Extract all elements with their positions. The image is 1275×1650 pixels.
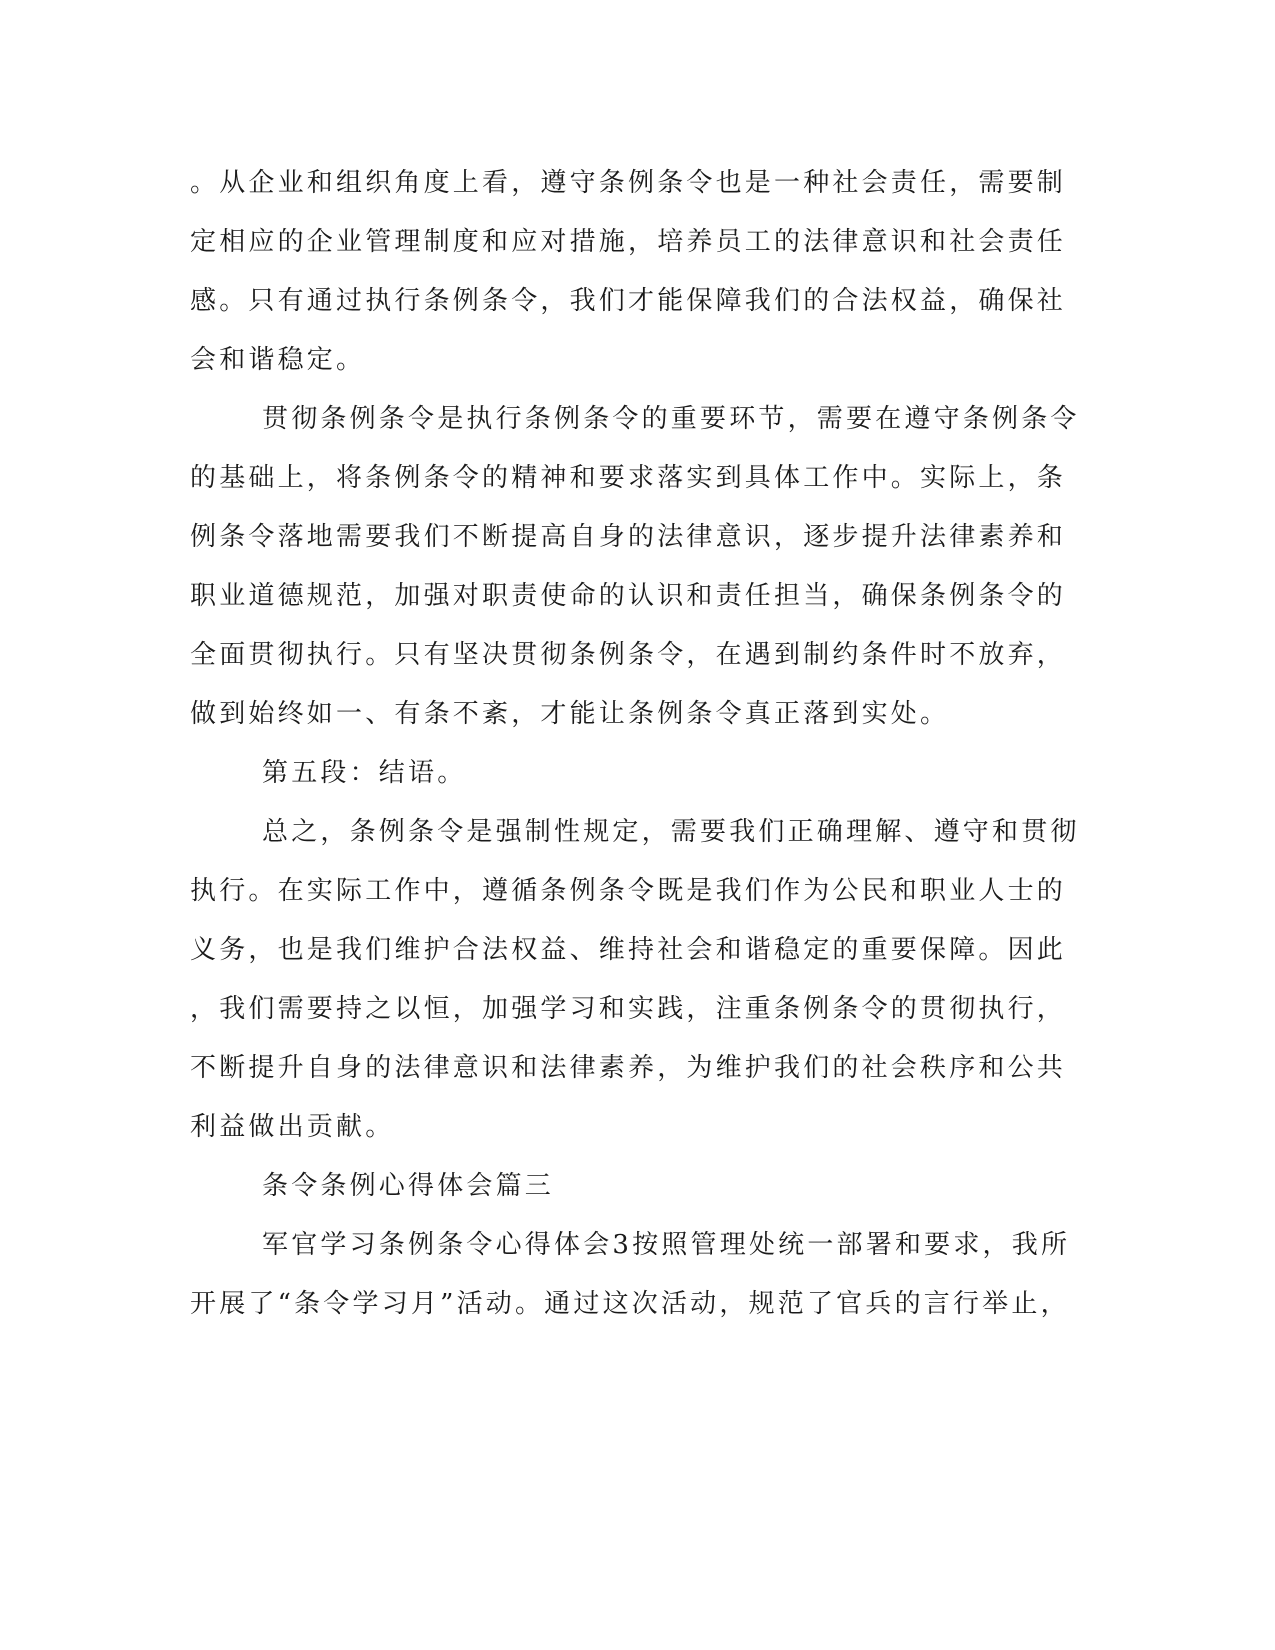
text-line: 职业道德规范，加强对职责使命的认识和责任担当，确保条例条令的 — [190, 581, 1067, 611]
text-line: ，我们需要持之以恒，加强学习和实践，注重条例条令的贯彻执行， — [190, 994, 1067, 1024]
paragraph-first-line: 贯彻条例条令是执行条例条令的重要环节，需要在遵守条例条令 — [262, 404, 1080, 434]
text-line: 做到始终如一、有条不紊，才能让条例条令真正落到实处。 — [190, 699, 950, 729]
text-line: 义务，也是我们维护合法权益、维持社会和谐稳定的重要保障。因此 — [190, 935, 1067, 965]
paragraph-first-line: 军官学习条例条令心得体会3按照管理处统一部署和要求，我所 — [262, 1230, 1071, 1260]
article-title: 条令条例心得体会篇三 — [262, 1171, 555, 1201]
text-line: 。从企业和组织角度上看，遵守条例条令也是一种社会责任，需要制 — [190, 168, 1067, 198]
text-line: 感。只有通过执行条例条令，我们才能保障我们的合法权益，确保社 — [190, 286, 1067, 316]
text-line: 执行。在实际工作中，遵循条例条令既是我们作为公民和职业人士的 — [190, 876, 1067, 906]
text-line: 开展了“条令学习月”活动。通过这次活动，规范了官兵的言行举止， — [190, 1289, 1070, 1319]
text-line: 全面贯彻执行。只有坚决贯彻条例条令，在遇到制约条件时不放弃， — [190, 640, 1067, 670]
section-heading: 第五段：结语。 — [262, 758, 467, 788]
text-line: 定相应的企业管理制度和应对措施，培养员工的法律意识和社会责任 — [190, 227, 1067, 257]
paragraph-first-line: 总之，条例条令是强制性规定，需要我们正确理解、遵守和贯彻 — [262, 817, 1080, 847]
text-line: 的基础上，将条例条令的精神和要求落实到具体工作中。实际上，条 — [190, 463, 1067, 493]
text-line: 会和谐稳定。 — [190, 345, 366, 375]
text-line: 利益做出贡献。 — [190, 1112, 395, 1142]
text-line: 不断提升自身的法律意识和法律素养，为维护我们的社会秩序和公共 — [190, 1053, 1067, 1083]
text-line: 例条令落地需要我们不断提高自身的法律意识，逐步提升法律素养和 — [190, 522, 1067, 552]
